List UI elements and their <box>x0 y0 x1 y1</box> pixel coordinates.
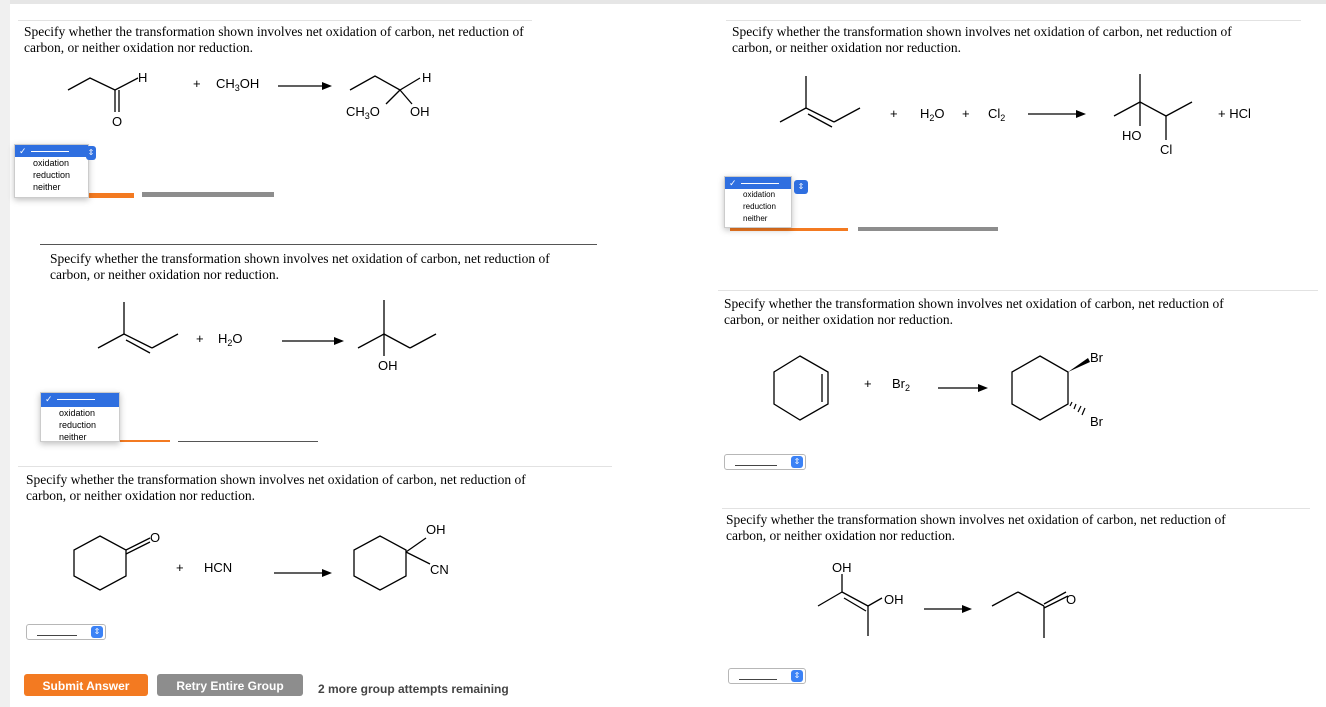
q5-product-br-hash: Br <box>1090 414 1103 429</box>
q1-plus: + <box>193 76 201 91</box>
question-3-prompt: Specify whether the transformation shown involves net oxidation of carbon, net reduction of carbon, or neither oxidation nor reduction. <box>26 472 526 503</box>
dropdown-blank-option[interactable]: ✓ <box>15 145 88 157</box>
q3-ketone-o: O <box>150 530 161 545</box>
option-oxidation[interactable]: oxidation <box>59 408 96 418</box>
q5-reagent: $Br_2$ <box>892 376 911 393</box>
q2-plus: + <box>196 331 204 346</box>
q5-plus: + <box>864 376 872 391</box>
q4-reagent-water: $H_2O$ <box>920 106 945 123</box>
q4-product-ho: HO <box>1122 128 1142 143</box>
dropdown-spinner-icon[interactable]: ⇕ <box>794 180 808 194</box>
q2-product-oh: OH <box>378 358 398 373</box>
q4-reagent-chlorine: $Cl_2$ <box>988 106 1006 123</box>
q4-spinner-holder <box>794 180 808 196</box>
question-2-dropdown-menu[interactable] <box>40 392 120 442</box>
product-h-label: H <box>422 70 432 85</box>
question-5-answer-select[interactable] <box>724 454 806 470</box>
question-divider <box>40 244 597 245</box>
q1-reagent: $CH_3OH$ <box>216 76 260 93</box>
left-border <box>0 0 10 707</box>
q6-enol-oh-1: OH <box>832 560 852 575</box>
option-neither[interactable]: neither <box>59 432 87 442</box>
option-reduction[interactable]: reduction <box>33 170 71 180</box>
question-6-answer-select[interactable] <box>728 668 806 684</box>
submit-bar-fragment <box>120 440 170 442</box>
option-oxidation[interactable]: oxidation <box>33 158 70 168</box>
question-divider <box>18 20 532 21</box>
option-neither[interactable]: neither <box>743 214 768 223</box>
question-6-prompt: Specify whether the transformation shown involves net oxidation of carbon, net reduction of carbon, or neither oxidation nor reduction. <box>726 512 1226 543</box>
question-5-prompt: Specify whether the transformation shown involves net oxidation of carbon, net reduction of carbon, or neither oxidation nor reduction. <box>724 296 1224 327</box>
q3-product-cn: CN <box>430 562 449 577</box>
question-3-scheme <box>70 520 490 605</box>
q4-plus-1: + <box>890 106 898 121</box>
question-4-dropdown-menu[interactable] <box>724 176 792 228</box>
aldehyde-h-label: H <box>138 70 148 85</box>
question-4-prompt: Specify whether the transformation shown involves net oxidation of carbon, net reduction of carbon, or neither oxidation nor reduction. <box>732 24 1232 55</box>
option-neither[interactable]: neither <box>33 182 61 192</box>
retry-bar-fragment <box>178 441 318 442</box>
question-divider <box>726 20 1301 21</box>
dropdown-spinner-icon: ⇕ <box>791 456 803 468</box>
question-4-scheme <box>774 70 1294 165</box>
dropdown-spinner-icon: ⇕ <box>791 670 803 682</box>
q6-enol-oh-2: OH <box>884 592 904 607</box>
dropdown-spinner-icon: ⇕ <box>91 626 103 638</box>
question-1-dropdown-menu[interactable] <box>14 144 89 198</box>
aldehyde-oxygen-label: O <box>112 114 123 129</box>
question-6-scheme <box>810 560 1090 655</box>
submit-bar-fragment <box>84 193 134 198</box>
dropdown-spinner-icon[interactable]: ⇕ <box>86 146 96 160</box>
question-2-scheme <box>90 298 470 383</box>
option-oxidation[interactable]: oxidation <box>743 190 776 199</box>
q2-reagent: $H_2O$ <box>218 331 243 348</box>
question-divider <box>722 508 1310 509</box>
q4-product-cl: Cl <box>1160 142 1173 157</box>
question-divider <box>718 290 1318 291</box>
question-5-scheme <box>770 344 1130 439</box>
question-2-prompt: Specify whether the transformation shown involves net oxidation of carbon, net reduction of carbon, or neither oxidation nor reduction. <box>50 251 550 282</box>
q1-spinner-holder <box>86 146 98 162</box>
question-3-answer-select[interactable] <box>26 624 106 640</box>
q5-product-br-wedge: Br <box>1090 350 1103 365</box>
retry-entire-group-button[interactable]: Retry Entire Group <box>157 674 303 696</box>
q4-plus-2: + <box>962 106 970 121</box>
q3-plus: + <box>176 560 184 575</box>
q4-byproduct: + HCl <box>1218 106 1251 121</box>
submit-answer-button[interactable]: Submit Answer <box>24 674 148 696</box>
attempts-remaining-text: 2 more group attempts remaining <box>318 682 509 696</box>
q3-reagent: HCN <box>204 560 233 575</box>
submit-bar-fragment <box>730 228 848 231</box>
top-border <box>0 0 1326 4</box>
q6-product-o: O <box>1066 592 1077 607</box>
option-reduction[interactable]: reduction <box>59 420 97 430</box>
retry-bar-fragment <box>858 227 998 231</box>
dropdown-blank-option[interactable]: ✓ <box>725 177 791 189</box>
question-1-scheme <box>60 60 480 135</box>
option-reduction[interactable]: reduction <box>743 202 776 211</box>
product-och3-label: $CH_3O$ <box>346 104 380 121</box>
question-divider <box>18 466 612 467</box>
dropdown-blank-option[interactable]: ✓ <box>41 393 119 407</box>
retry-bar-fragment <box>142 192 274 197</box>
product-oh-label: OH <box>410 104 430 119</box>
question-1-prompt: Specify whether the transformation shown involves net oxidation of carbon, net reduction of carbon, or neither oxidation nor reduction. <box>24 24 524 55</box>
q3-product-oh: OH <box>426 522 446 537</box>
